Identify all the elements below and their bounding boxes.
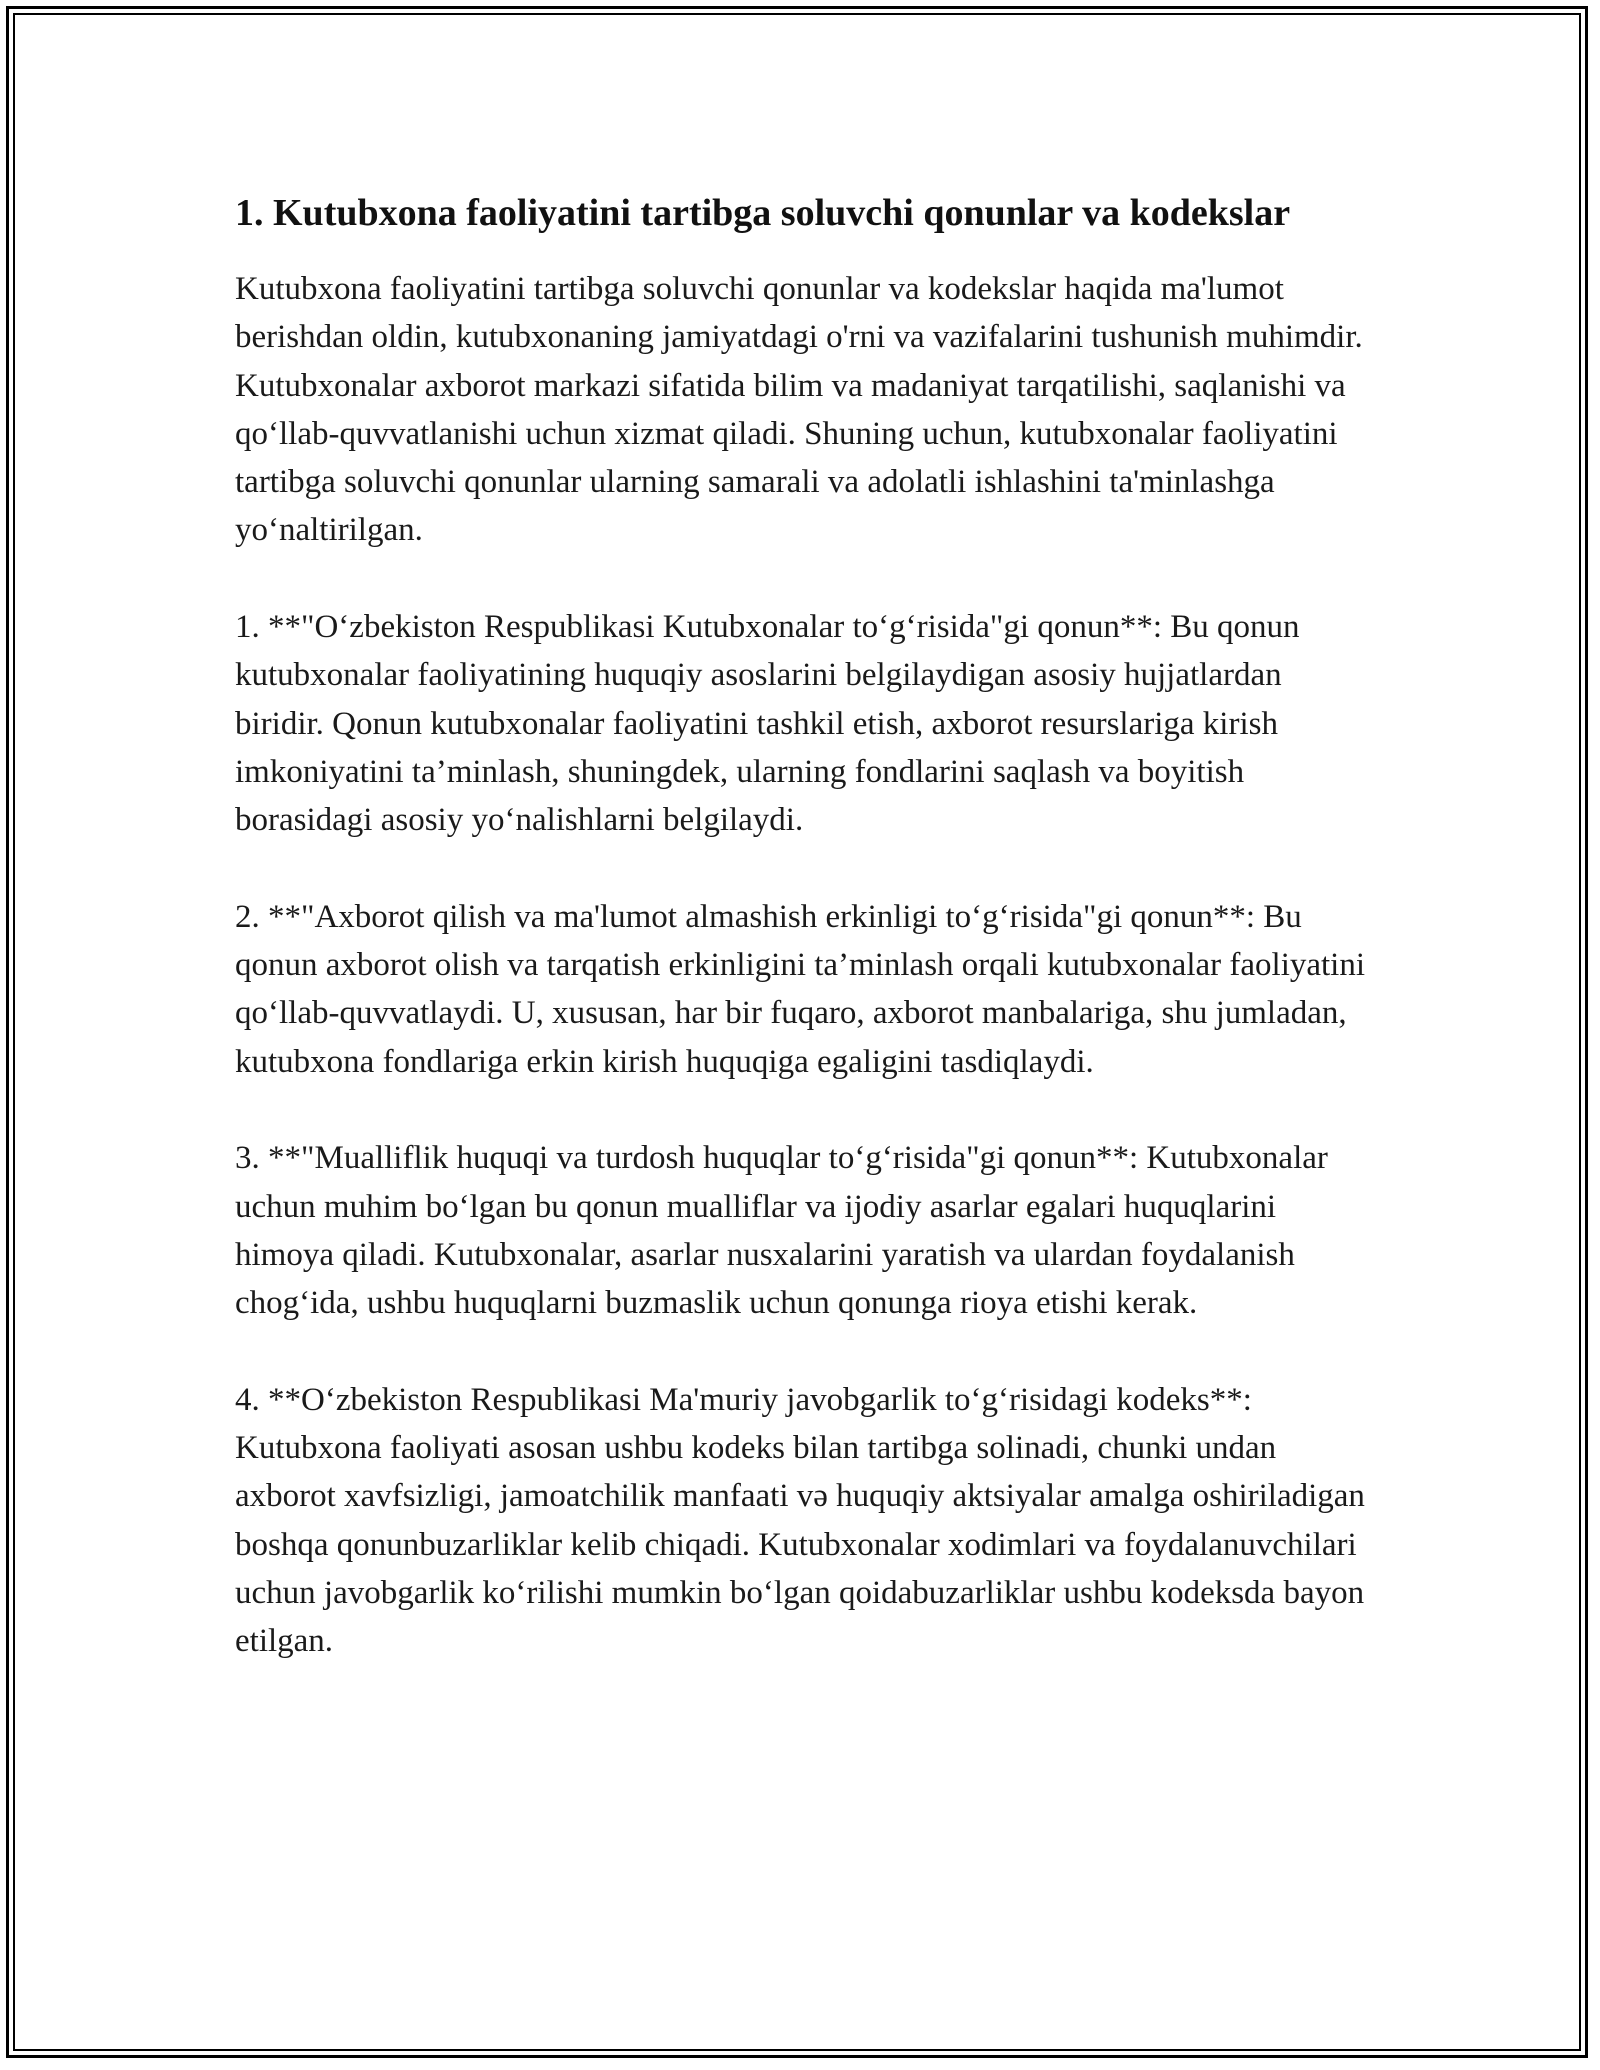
intro-paragraph: Kutubxona faoliyatini tartibga soluvchi qonunlar va kodekslar haqida ma'lumot berishdan oldin, kutubxonaning jamiyatdagi o'rni va vazifalarini tushunish muhimdir. Kutubxonalar axborot markazi sifatida bilim va madaniyat tarqatilishi, saqlanishi va qo‘llab-quvvatlanishi uchun xizmat qiladi. Shuning uchun, kutubxonalar faoliyatini tartibga soluvchi qonunlar ularning samarali va adolatli ishlashini ta'minlashga yo‘naltirilgan. [235, 271, 1363, 549]
law-item-1: 1. **"O‘zbekiston Respublikasi Kutubxonalar to‘g‘risida"gi qonun**: Bu qonun kutubxonalar faoliyatining huquqiy asoslarini belgilaydigan asosiy hujjatlardan biridir. Qonun kutubxonalar faoliyatini tashkil etish, axborot resurslariga kirish imkoniyatini ta’minlash, shuningdek, ularning fondlarini saqlash va boyitish borasidagi asosiy yo‘nalishlarni belgilaydi. [235, 609, 1300, 839]
document-title: 1. Kutubxona faoliyatini tartibga soluvchi qonunlar va kodekslar [235, 192, 1291, 234]
law-item-3: 3. **"Mualliflik huquqi va turdosh huquqlar to‘g‘risida"gi qonun**: Kutubxonalar uchun muhim bo‘lgan bu qonun mualliflar va ijodiy asarlar egalari huquqlarini himoya qiladi. Kutubxonalar, asarlar nusxalarini yaratish va ulardan foydalanish chog‘ida, ushbu huquqlarni buzmaslik uchun qonunga rioya etishi kerak. [235, 1140, 1328, 1322]
law-item-4: 4. **O‘zbekiston Respublikasi Ma'muriy javobgarlik to‘g‘risidagi kodeks**: Kutubxona faoliyati asosan ushbu kodeks bilan tartibga solinadi, chunki undan axborot xavfsizligi, jamoatchilik manfaati və huquqiy aktsiyalar amalga oshiriladigan boshqa qonunbuzarliklar kelib chiqadi. Kutubxonalar xodimlari va foydalanuvchilari uchun javobgarlik ko‘rilishi mumkin bo‘lgan qoidabuzarliklar ushbu kodeksda bayon etilgan. [235, 1381, 1365, 1660]
law-item-2: 2. **"Axborot qilish va ma'lumot almashish erkinligi to‘g‘risida"gi qonun**: Bu qonun axborot olish va tarqatish erkinligini ta’minlash orqali kutubxonalar faoliyatini qo‘llab-quvvatlaydi. U, xususan, har bir fuqaro, axborot manbalariga, shu jumladan, kutubxona fondlariga erkin kirish huquqiga egaligini tasdiqlaydi. [235, 898, 1366, 1080]
document-body [235, 186, 1375, 1714]
